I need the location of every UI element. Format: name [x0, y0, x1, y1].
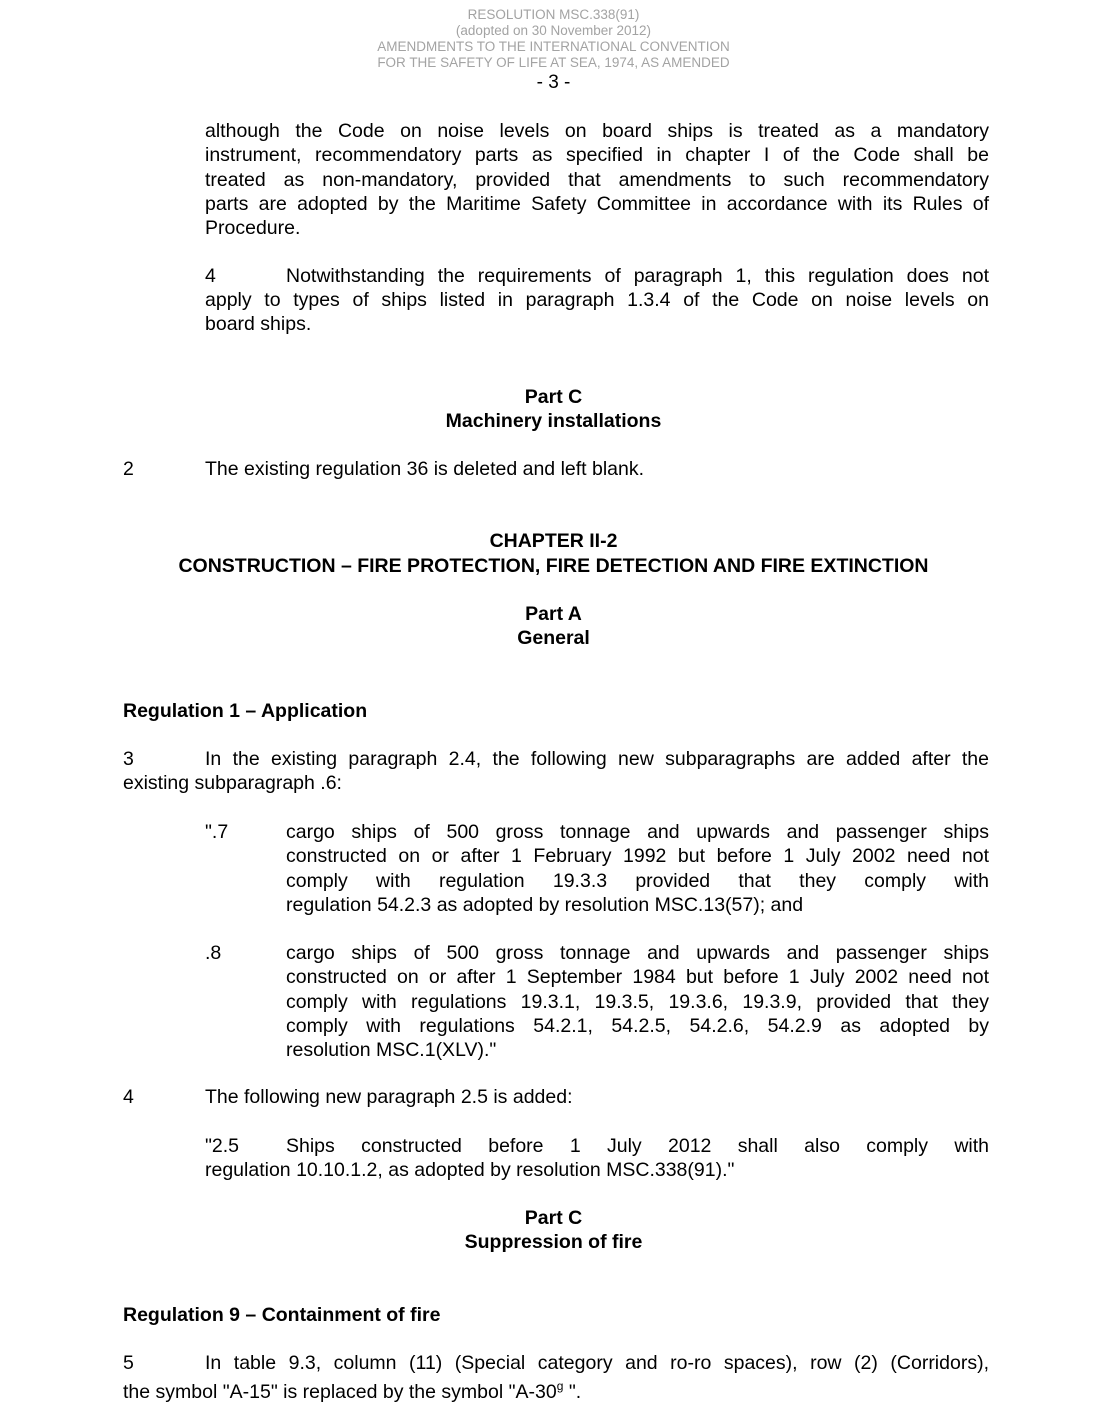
- subparagraph-7: [286, 820, 989, 893]
- text-line: regulation 54.2.3 as adopted by resolution MSC.13(57); and: [286, 894, 804, 916]
- header-resolution: RESOLUTION MSC.338(91): [467, 7, 640, 22]
- text-line: parts are adopted by the Maritime Safety Committee in accordance with its Rules of: [205, 192, 989, 215]
- text-line: apply to types of ships listed in paragraph 1.3.4 of the Code on noise levels on: [205, 289, 989, 311]
- paragraph-text: The existing regulation 36 is deleted and left blank.: [205, 458, 645, 480]
- text-line: instrument, recommendatory parts as specified in chapter I of the Code shall be: [205, 144, 989, 167]
- text-line-with-superscript: [123, 1380, 581, 1404]
- text-line: comply with regulations 54.2.1, 54.2.5, 54.2.6, 54.2.9 as adopted by: [286, 1014, 989, 1037]
- text-line: Procedure.: [205, 217, 301, 239]
- text-line: resolution MSC.1(XLV).": [286, 1039, 497, 1061]
- part-c-title: Part C: [524, 386, 583, 408]
- page-number: - 3 -: [536, 72, 571, 93]
- subparagraph-label: .8: [205, 942, 222, 964]
- text-fragment: ".: [568, 1381, 582, 1403]
- text-line: Notwithstanding the requirements of paragraph 1, this regulation does not: [286, 265, 989, 287]
- text-line: although the Code on noise levels on board ships is treated as a mandatory: [205, 120, 989, 142]
- part-c-title: Part C: [524, 1207, 583, 1229]
- text-line: board ships.: [205, 313, 312, 335]
- text-line: existing subparagraph .6:: [123, 772, 342, 794]
- chapter-subtitle: CONSTRUCTION – FIRE PROTECTION, FIRE DETECTION AND FIRE EXTINCTION: [178, 555, 929, 577]
- part-c-subtitle: Suppression of fire: [464, 1231, 643, 1253]
- paragraph-text: The following new paragraph 2.5 is added:: [205, 1086, 573, 1108]
- paragraph-number: 4: [123, 1086, 134, 1108]
- paragraph-number: 4: [205, 265, 216, 287]
- paragraph-number: 2: [123, 458, 134, 480]
- header-convention: FOR THE SAFETY OF LIFE AT SEA, 1974, AS AMENDED: [377, 55, 730, 70]
- text-line: comply with regulations 19.3.1, 19.3.5, 19.3.6, 19.3.9, provided that they: [286, 990, 989, 1013]
- text-line: Ships constructed before 1 July 2012 shall also comply with: [286, 1135, 989, 1157]
- quote-label: "2.5: [205, 1135, 240, 1157]
- text-line: constructed on or after 1 September 1984 but before 1 July 2002 need not: [286, 966, 989, 989]
- regulation-9-heading: Regulation 9 – Containment of fire: [123, 1304, 441, 1326]
- part-c-subtitle: Machinery installations: [445, 410, 662, 432]
- paragraph-number: 5: [123, 1352, 134, 1374]
- header-adopted-date: (adopted on 30 November 2012): [455, 23, 652, 38]
- text-line: In the existing paragraph 2.4, the following new subparagraphs are added after the: [205, 748, 989, 770]
- text-line: regulation 10.10.1.2, as adopted by resolution MSC.338(91).": [205, 1159, 735, 1181]
- subparagraph-label: ".7: [205, 821, 229, 843]
- part-a-title: Part A: [525, 603, 582, 625]
- header-amendments: AMENDMENTS TO THE INTERNATIONAL CONVENTION: [377, 39, 730, 54]
- text-line: treated as non-mandatory, provided that amendments to such recommendatory: [205, 168, 989, 191]
- text-line: constructed on or after 1 February 1992 but before 1 July 2002 need not: [286, 845, 989, 868]
- part-a-subtitle: General: [517, 627, 590, 649]
- regulation-1-heading: Regulation 1 – Application: [123, 700, 368, 722]
- chapter-title: CHAPTER II-2: [489, 530, 618, 552]
- text-line: comply with regulation 19.3.3 provided that they comply with: [286, 869, 989, 892]
- subparagraph-8: [286, 941, 989, 1038]
- text-fragment: the symbol "A-15" is replaced by the symbol "A-30: [123, 1381, 557, 1403]
- text-line: In table 9.3, column (11) (Special category and ro-ro spaces), row (2) (Corridors),: [205, 1352, 989, 1374]
- text-line: cargo ships of 500 gross tonnage and upwards and passenger ships: [286, 942, 989, 964]
- text-line: cargo ships of 500 gross tonnage and upwards and passenger ships: [286, 821, 989, 843]
- continued-paragraph: [205, 119, 989, 216]
- footnote-superscript: g: [556, 1379, 564, 1393]
- paragraph-number: 3: [123, 748, 134, 770]
